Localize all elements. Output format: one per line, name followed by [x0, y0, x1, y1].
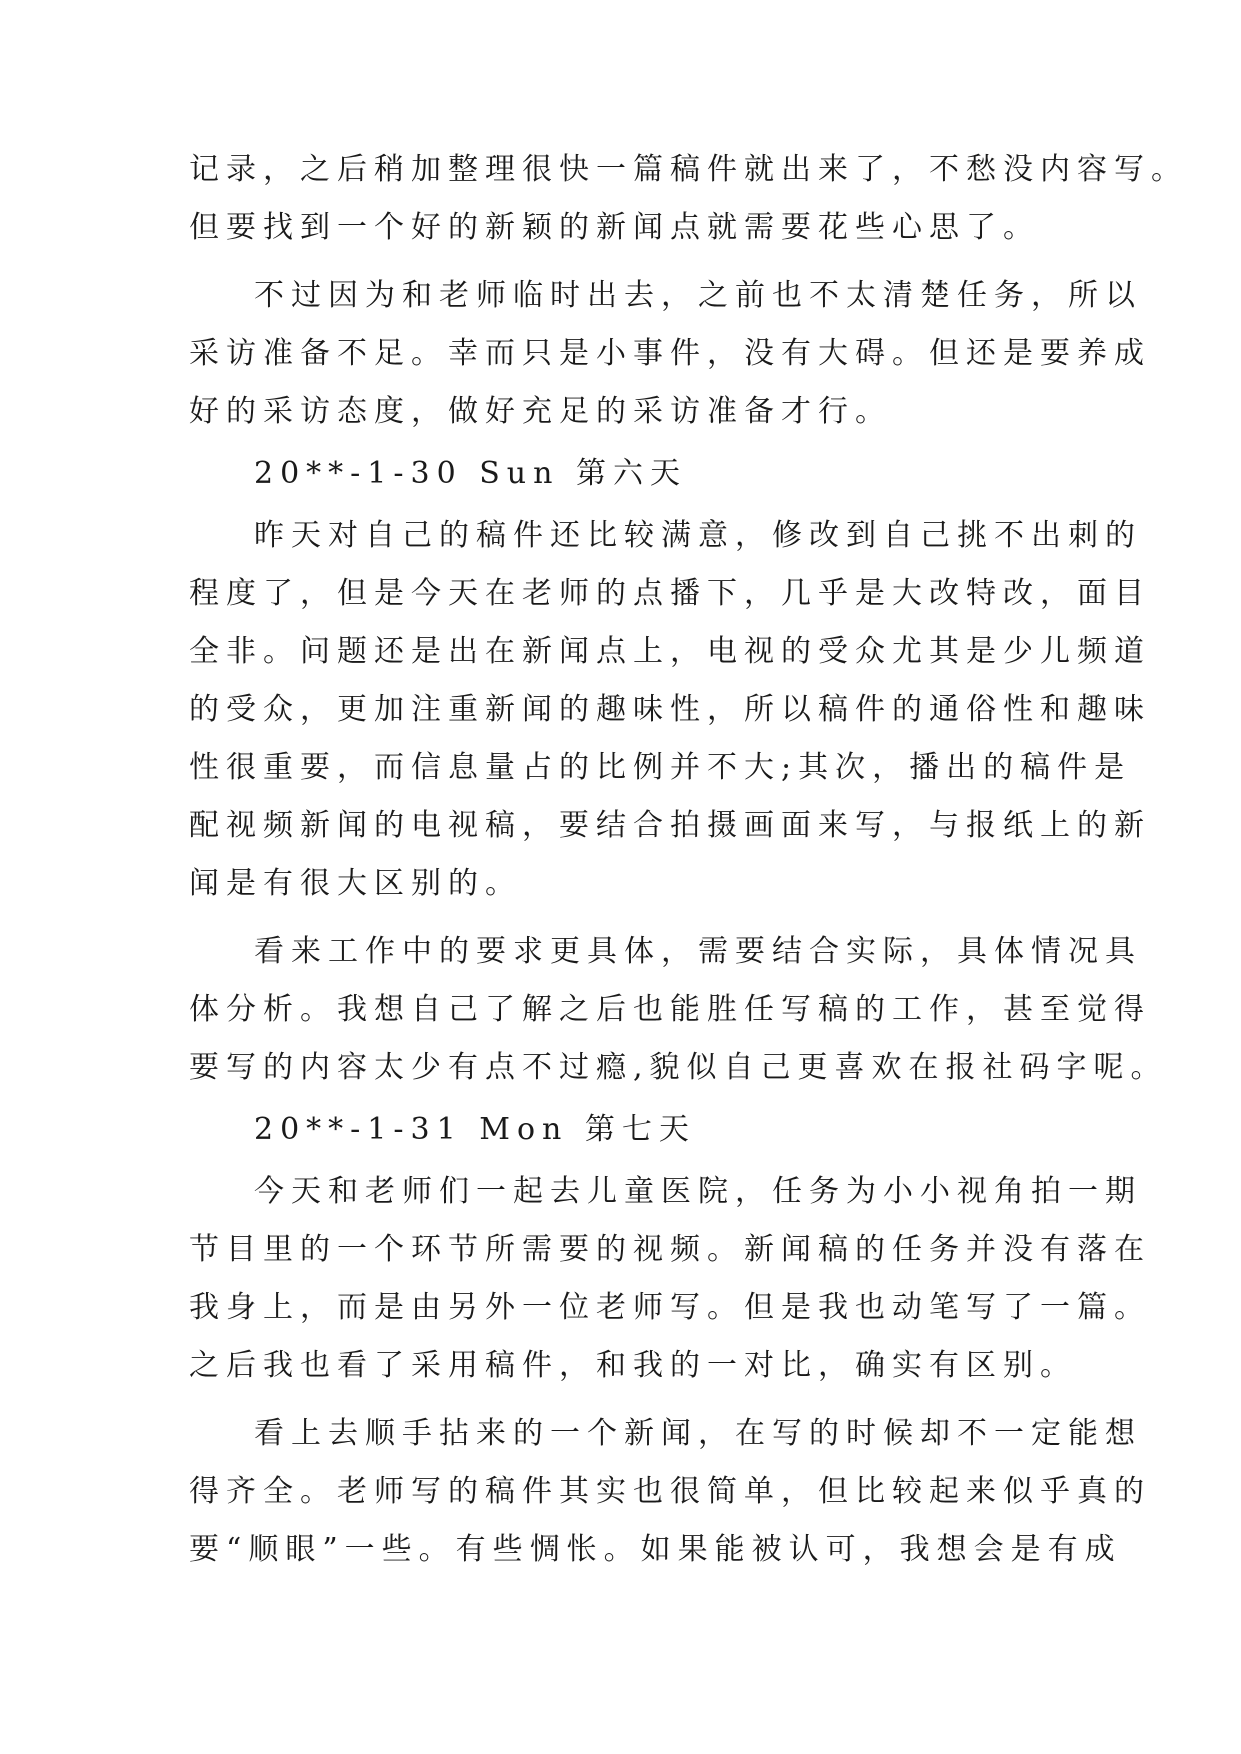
text-line — [189, 383, 892, 441]
text-line — [189, 1521, 1122, 1579]
text-line — [189, 681, 1151, 739]
line-text: 采访准备不足。幸而只是小事件，没有大碍。但还是要养成 — [189, 336, 1151, 371]
line-text: 体分析。我想自己了解之后也能胜任写稿的工作，甚至觉得 — [189, 992, 1151, 1027]
text-line — [189, 797, 1151, 855]
text-line — [189, 1463, 1151, 1521]
line-text: 昨天对自己的稿件还比较满意，修改到自己挑不出刺的 — [254, 518, 1142, 553]
text-line — [254, 267, 1142, 325]
line-text: 记录，之后稍加整理很快一篇稿件就出来了，不愁没内容写。 — [189, 152, 1188, 187]
line-text: 之后我也看了采用稿件，和我的一对比，确实有区别。 — [189, 1348, 1077, 1383]
text-line — [189, 565, 1151, 623]
text-line — [189, 1279, 1151, 1337]
text-line — [254, 923, 1142, 981]
text-line — [189, 739, 1131, 797]
line-text: 程度了，但是今天在老师的点播下，几乎是大改特改，面目 — [189, 576, 1151, 611]
line-text: 不过因为和老师临时出去，之前也不太清楚任务，所以 — [254, 278, 1142, 313]
text-line — [189, 981, 1151, 1039]
text-line — [189, 1221, 1151, 1279]
line-text: 看上去顺手拈来的一个新闻，在写的时候却不一定能想 — [254, 1416, 1142, 1451]
text-line — [254, 507, 1142, 565]
line-text: 要“顺眼”一些。有些惆怅。如果能被认可，我想会是有成 — [189, 1532, 1122, 1567]
line-text: 20**-1-31 Mon 第七天 — [254, 1112, 696, 1147]
line-text: 20**-1-30 Sun 第六天 — [254, 456, 687, 491]
date-heading — [254, 445, 687, 503]
line-text: 但要找到一个好的新颖的新闻点就需要花些心思了。 — [189, 210, 1040, 245]
text-line — [254, 1163, 1142, 1221]
text-line — [189, 623, 1151, 681]
line-text: 好的采访态度，做好充足的采访准备才行。 — [189, 394, 892, 429]
date-heading — [254, 1101, 696, 1159]
line-text: 的受众，更加注重新闻的趣味性，所以稿件的通俗性和趣味 — [189, 692, 1151, 727]
line-text: 节目里的一个环节所需要的视频。新闻稿的任务并没有落在 — [189, 1232, 1151, 1267]
line-text: 今天和老师们一起去儿童医院，任务为小小视角拍一期 — [254, 1174, 1142, 1209]
line-text: 得齐全。老师写的稿件其实也很简单，但比较起来似乎真的 — [189, 1474, 1151, 1509]
text-line — [189, 1039, 1168, 1097]
line-text: 要写的内容太少有点不过瘾,貌似自己更喜欢在报社码字呢。 — [189, 1050, 1168, 1085]
text-line — [189, 1337, 1077, 1395]
line-text: 我身上，而是由另外一位老师写。但是我也动笔写了一篇。 — [189, 1290, 1151, 1325]
line-text: 配视频新闻的电视稿，要结合拍摄画面来写，与报纸上的新 — [189, 808, 1151, 843]
text-line — [189, 855, 522, 913]
text-line — [189, 325, 1151, 383]
text-line — [189, 141, 1188, 199]
line-text: 性很重要，而信息量占的比例并不大;其次，播出的稿件是 — [189, 750, 1132, 785]
text-line — [189, 199, 1040, 257]
text-line — [254, 1405, 1142, 1463]
line-text: 全非。问题还是出在新闻点上，电视的受众尤其是少儿频道 — [189, 634, 1151, 669]
line-text: 看来工作中的要求更具体，需要结合实际，具体情况具 — [254, 934, 1142, 969]
line-text: 闻是有很大区别的。 — [189, 866, 522, 901]
